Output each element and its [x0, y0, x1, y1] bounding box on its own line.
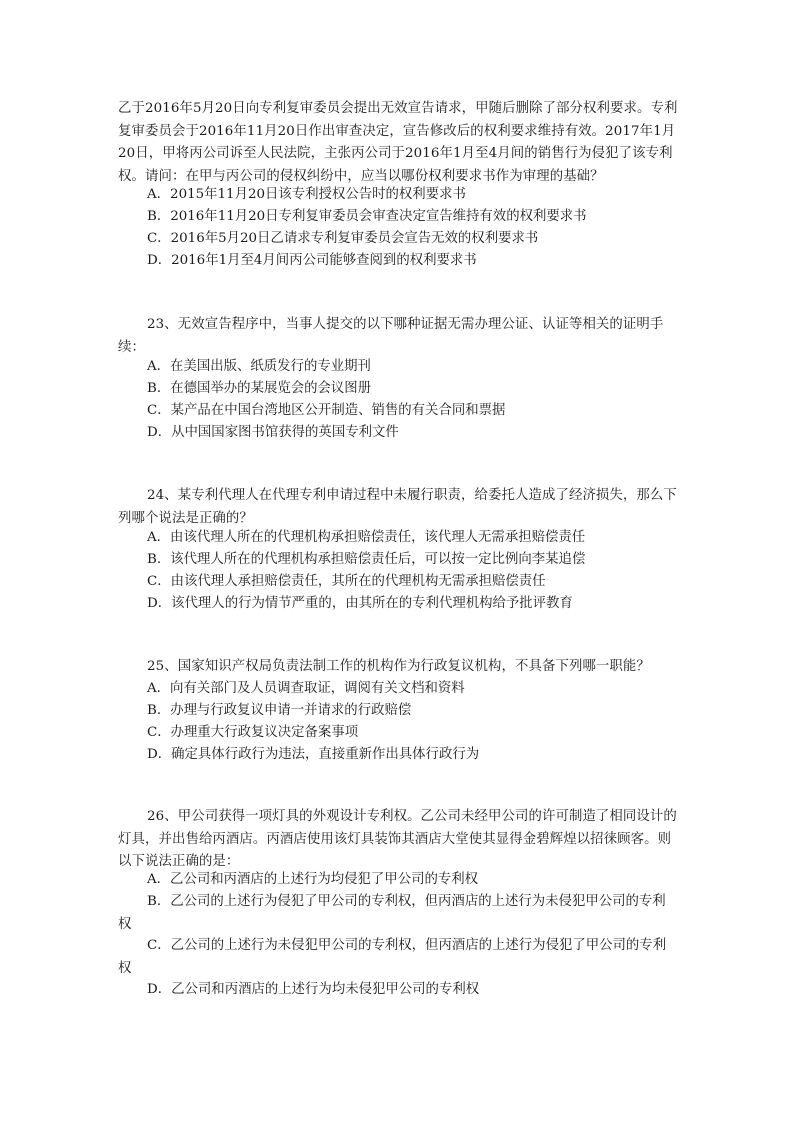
q25-option-d: D．确定具体行政行为违法，直接重新作出具体行政行为: [147, 747, 480, 762]
q26-option-b: B．乙公司的上述行为侵犯了甲公司的专利权，但丙酒店的上述行为未侵犯甲公司的专利权: [118, 894, 666, 932]
q23-option-a: A．在美国出版、纸质发行的专业期刊: [147, 359, 371, 374]
q22-stem: 乙于2016年5月20日向专利复审委员会提出无效宣告请求，甲随后删除了部分权利要求。专利复审委员会于2016年11月20日作出审查决定，宣告修改后的权利要求维持有效。2017年1月20日，甲将丙公司诉至人民法院，主张丙公司于2016年1月至4月间的销售行为侵犯了该专利权。请问：在甲与丙公司的侵权纠纷中，应当以哪份权利要求书作为审理的基础？: [118, 101, 678, 184]
q23-stem: 23、无效宣告程序中，当事人提交的以下哪种证据无需办理公证、认证等相关的证明手续：: [118, 317, 664, 355]
q26-option-c: C．乙公司的上述行为未侵犯甲公司的专利权，但丙酒店的上述行为侵犯了甲公司的专利权: [118, 938, 667, 976]
q24-option-a: A．由该代理人所在的代理机构承担赔偿责任，该代理人无需承担赔偿责任: [147, 530, 586, 545]
q23-option-d: D．从中国国家图书馆获得的英国专利文件: [147, 425, 399, 440]
q24-option-c: C．由该代理人承担赔偿责任，其所在的代理机构无需承担赔偿责任: [147, 574, 546, 589]
q24-option-d: D．该代理人的行为情节严重的，由其所在的专利代理机构给予批评教育: [147, 596, 573, 611]
q22-option-b: B．2016年11月20日专利复审委员会审查决定宣告维持有效的权利要求书: [147, 209, 587, 224]
q22-option-a: A．2015年11月20日该专利授权公告时的权利要求书: [147, 187, 466, 202]
q25-option-a: A．向有关部门及人员调查取证，调阅有关文档和资料: [147, 681, 465, 696]
q26-option-d: D．乙公司和丙酒店的上述行为均未侵犯甲公司的专利权: [147, 982, 480, 997]
q26-option-a: A．乙公司和丙酒店的上述行为均侵犯了甲公司的专利权: [147, 872, 479, 887]
q23-option-b: B．在德国举办的某展览会的会议图册: [147, 381, 372, 396]
q25-stem: 25、国家知识产权局负责法制工作的机构作为行政复议机构，不具备下列哪一职能？: [147, 659, 650, 674]
q26-stem: 26、甲公司获得一项灯具的外观设计专利权。乙公司未经甲公司的许可制造了相同设计的灯具，并出售给丙酒店。丙酒店使用该灯具装饰其酒店大堂使其显得金碧辉煌以招徕顾客。则以下说法正确的是：: [118, 809, 677, 870]
q25-option-b: B．办理与行政复议申请一并请求的行政赔偿: [147, 703, 412, 718]
q24-option-b: B．该代理人所在的代理机构承担赔偿责任后，可以按一定比例向李某追偿: [147, 552, 586, 567]
q23-option-c: C．某产品在中国台湾地区公开制造、销售的有关合同和票据: [147, 403, 506, 418]
q22-option-d: D．2016年1月至4月间丙公司能够查阅到的权利要求书: [147, 253, 477, 268]
q25-option-c: C．办理重大行政复议决定备案事项: [147, 725, 359, 740]
q22-option-c: C．2016年5月20日乙请求专利复审委员会宣告无效的权利要求书: [147, 231, 539, 246]
q24-stem: 24、某专利代理人在代理专利申请过程中未履行职责，给委托人造成了经济损失，那么下列哪个说法是正确的？: [118, 488, 677, 526]
